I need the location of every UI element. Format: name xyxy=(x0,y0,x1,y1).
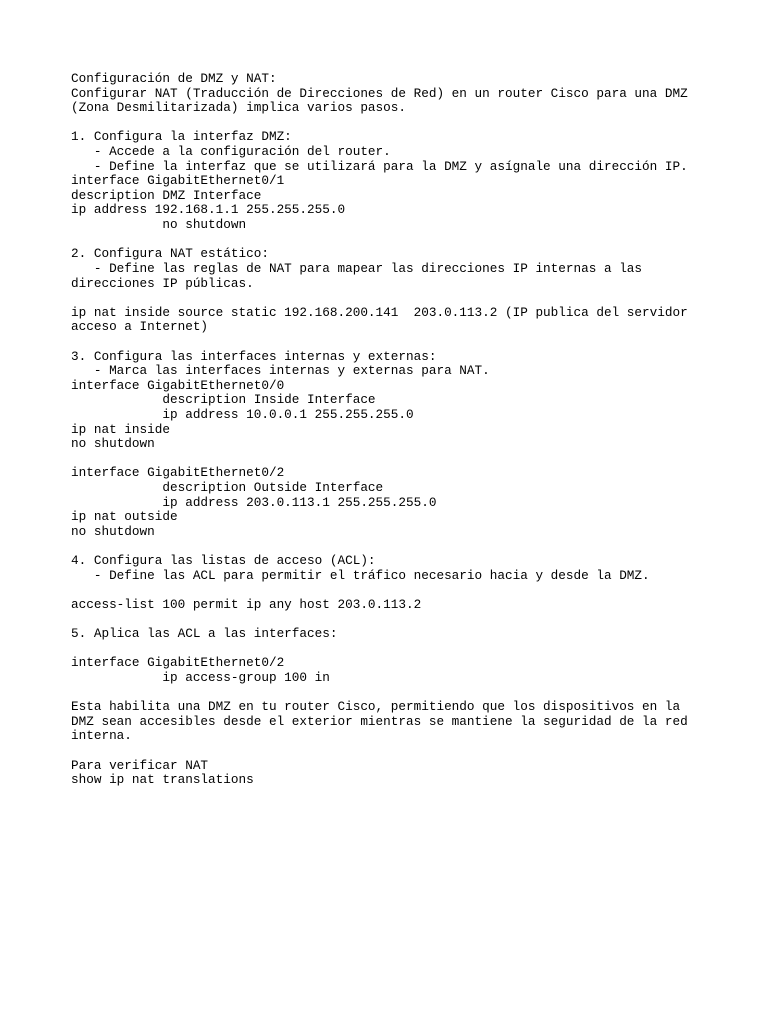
document-line: ip address 203.0.113.1 255.255.255.0 xyxy=(71,494,437,510)
document-line: no shutdown xyxy=(71,217,247,233)
document-line: description Inside Interface xyxy=(71,392,376,408)
document-line: 3. Configura las interfaces internas y externas: xyxy=(71,348,437,364)
document-line xyxy=(71,583,751,598)
document-line: interface GigabitEthernet0/2 xyxy=(71,465,285,481)
document-line: Configuración de DMZ y NAT: xyxy=(71,71,277,86)
document-line: interface GigabitEthernet0/1 xyxy=(71,173,285,189)
document-line: Configurar NAT (Traducción de Direcciones de Red) en un router Cisco para una DMZ xyxy=(71,85,688,101)
document-line: interna. xyxy=(71,728,132,744)
document-line xyxy=(71,116,751,131)
document-line: (Zona Desmilitarizada) implica varios pasos. xyxy=(71,100,407,116)
document-line: ip address 10.0.0.1 255.255.255.0 xyxy=(71,407,414,423)
document-line: direcciones IP públicas. xyxy=(71,275,254,291)
document-line: no shutdown xyxy=(71,436,155,452)
document-line xyxy=(71,335,751,350)
document-line xyxy=(71,642,751,657)
document-line xyxy=(71,744,751,759)
document-line: 5. Aplica las ACL a las interfaces: xyxy=(71,626,338,642)
document-line: - Marca las interfaces internas y externas para NAT. xyxy=(71,363,490,379)
document-line: - Define las reglas de NAT para mapear las direcciones IP internas a las xyxy=(71,260,643,276)
document-line: acceso a Internet) xyxy=(71,319,209,335)
document-line xyxy=(71,452,751,467)
document-line: ip access-group 100 in xyxy=(71,669,330,685)
document-line: ip nat inside source static 192.168.200.141 203.0.113.2 (IP publica del servidor xyxy=(71,304,688,320)
document-line: Para verificar NAT xyxy=(71,757,209,773)
document-line: DMZ sean accesibles desde el exterior mientras se mantiene la seguridad de la red xyxy=(71,713,688,729)
document-line xyxy=(71,291,751,306)
document-line xyxy=(71,686,751,701)
document-line: - Accede a la configuración del router. xyxy=(71,144,391,160)
document-line: 4. Configura las listas de acceso (ACL): xyxy=(71,553,376,569)
document-line: description DMZ Interface xyxy=(71,187,262,203)
document-line: ip nat inside xyxy=(71,421,170,437)
document-line: description Outside Interface xyxy=(71,480,384,496)
document-line xyxy=(71,540,751,555)
document-line: 1. Configura la interfaz DMZ: xyxy=(71,129,292,145)
document-line: 2. Configura NAT estático: xyxy=(71,246,269,262)
document-page xyxy=(71,72,751,788)
document-line: Esta habilita una DMZ en tu router Cisco, permitiendo que los dispositivos en la xyxy=(71,699,681,715)
document-line: - Define la interfaz que se utilizará para la DMZ y asígnale una dirección IP. xyxy=(71,158,688,174)
document-line xyxy=(71,233,751,248)
document-line: ip nat outside xyxy=(71,509,178,525)
document-line: - Define las ACL para permitir el tráfico necesario hacia y desde la DMZ. xyxy=(71,567,650,583)
document-line: show ip nat translations xyxy=(71,772,254,788)
document-line: interface GigabitEthernet0/0 xyxy=(71,377,285,393)
document-line: no shutdown xyxy=(71,523,155,539)
document-line: access-list 100 permit ip any host 203.0.113.2 xyxy=(71,596,422,612)
document-line xyxy=(71,613,751,628)
document-line: interface GigabitEthernet0/2 xyxy=(71,655,285,671)
document-line: ip address 192.168.1.1 255.255.255.0 xyxy=(71,202,346,218)
